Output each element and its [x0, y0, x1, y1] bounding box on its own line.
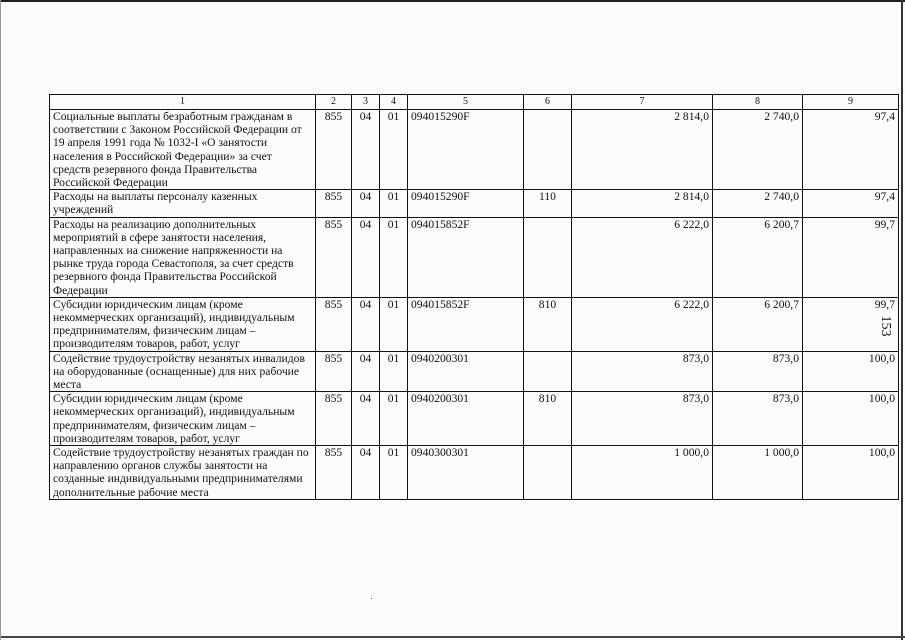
row-fact: 6 200,7 — [713, 297, 803, 351]
col-header-7: 7 — [572, 95, 713, 110]
scan-speck — [371, 598, 372, 599]
row-plan: 2 814,0 — [572, 110, 713, 190]
row-vr — [524, 446, 572, 500]
row-kcsr: 0940300301 — [408, 446, 524, 500]
row-ved: 855 — [316, 297, 352, 351]
col-header-3: 3 — [352, 95, 380, 110]
row-pr: 01 — [380, 110, 408, 190]
scan-edge-right — [901, 0, 903, 640]
row-pr: 01 — [380, 351, 408, 392]
col-header-4: 4 — [380, 95, 408, 110]
row-name: Расходы на выплаты персоналу казенных учреждений — [50, 190, 316, 217]
row-fact: 2 740,0 — [713, 110, 803, 190]
row-rz: 04 — [352, 446, 380, 500]
table-row — [50, 110, 899, 190]
row-rz: 04 — [352, 190, 380, 217]
scan-edge-bottom — [0, 636, 905, 638]
row-vr — [524, 110, 572, 190]
row-pr: 01 — [380, 297, 408, 351]
row-pct: 99,7 — [803, 297, 899, 351]
col-header-9: 9 — [803, 95, 899, 110]
row-pct: 100,0 — [803, 351, 899, 392]
col-header-5: 5 — [408, 95, 524, 110]
row-kcsr: 0940200301 — [408, 392, 524, 446]
header-row — [50, 95, 899, 110]
row-rz: 04 — [352, 110, 380, 190]
row-name: Содействие трудоустройству незанятых инвалидов на оборудованные (оснащенные) для них рабочие места — [50, 351, 316, 392]
row-pct: 99,7 — [803, 217, 899, 297]
col-header-6: 6 — [524, 95, 572, 110]
row-ved: 855 — [316, 190, 352, 217]
row-ved: 855 — [316, 217, 352, 297]
row-fact: 2 740,0 — [713, 190, 803, 217]
row-name: Расходы на реализацию дополнительных мероприятий в сфере занятости населения, направленных на снижение напряженности на рынке труда города Севастополя, за счет средств резервного фонда Правительства Российской Федерации — [50, 217, 316, 297]
table-row — [50, 297, 899, 351]
row-vr — [524, 217, 572, 297]
row-kcsr: 0940200301 — [408, 351, 524, 392]
row-ved: 855 — [316, 446, 352, 500]
table-row — [50, 351, 899, 392]
row-rz: 04 — [352, 297, 380, 351]
scan-edge-top — [0, 0, 905, 2]
scan-edge-left — [0, 0, 1, 640]
row-fact: 873,0 — [713, 392, 803, 446]
row-pct: 100,0 — [803, 392, 899, 446]
row-plan: 873,0 — [572, 351, 713, 392]
row-kcsr: 094015852F — [408, 297, 524, 351]
row-kcsr: 094015290F — [408, 110, 524, 190]
row-pr: 01 — [380, 217, 408, 297]
row-name: Социальные выплаты безработным гражданам в соответствии с Законом Российской Федерации от 19 апреля 1991 года № 1032-I «О занятости населения в Российской Федерации» за счет средств резервного фонда Правительства Российской Федерации — [50, 110, 316, 190]
row-plan: 6 222,0 — [572, 297, 713, 351]
row-ved: 855 — [316, 351, 352, 392]
row-plan: 6 222,0 — [572, 217, 713, 297]
budget-table — [49, 94, 899, 500]
row-fact: 6 200,7 — [713, 217, 803, 297]
row-fact: 1 000,0 — [713, 446, 803, 500]
row-vr: 810 — [524, 297, 572, 351]
row-name: Содействие трудоустройству незанятых граждан по направлению органов службы занятости на созданные индивидуальными предпринимателями дополнительные рабочие места — [50, 446, 316, 500]
table-row — [50, 217, 899, 297]
row-kcsr: 094015852F — [408, 217, 524, 297]
row-pr: 01 — [380, 392, 408, 446]
row-name: Субсидии юридическим лицам (кроме некоммерческих организаций), индивидуальным предпринимателям, физическим лицам – производителям товаров, работ, услуг — [50, 392, 316, 446]
row-ved: 855 — [316, 392, 352, 446]
col-header-1: 1 — [50, 95, 316, 110]
row-vr: 110 — [524, 190, 572, 217]
row-plan: 873,0 — [572, 392, 713, 446]
table-row — [50, 446, 899, 500]
row-vr: 810 — [524, 392, 572, 446]
row-plan: 2 814,0 — [572, 190, 713, 217]
row-plan: 1 000,0 — [572, 446, 713, 500]
row-pr: 01 — [380, 190, 408, 217]
row-name: Субсидии юридическим лицам (кроме некоммерческих организаций), индивидуальным предпринимателям, физическим лицам – производителям товаров, работ, услуг — [50, 297, 316, 351]
row-pct: 97,4 — [803, 110, 899, 190]
row-fact: 873,0 — [713, 351, 803, 392]
table-row — [50, 392, 899, 446]
row-rz: 04 — [352, 351, 380, 392]
row-vr — [524, 351, 572, 392]
row-pr: 01 — [380, 446, 408, 500]
col-header-2: 2 — [316, 95, 352, 110]
row-rz: 04 — [352, 217, 380, 297]
row-rz: 04 — [352, 392, 380, 446]
row-pct: 100,0 — [803, 446, 899, 500]
row-ved: 855 — [316, 110, 352, 190]
col-header-8: 8 — [713, 95, 803, 110]
page-number: 153 — [878, 315, 893, 337]
row-kcsr: 094015290F — [408, 190, 524, 217]
row-pct: 97,4 — [803, 190, 899, 217]
table-row — [50, 190, 899, 217]
